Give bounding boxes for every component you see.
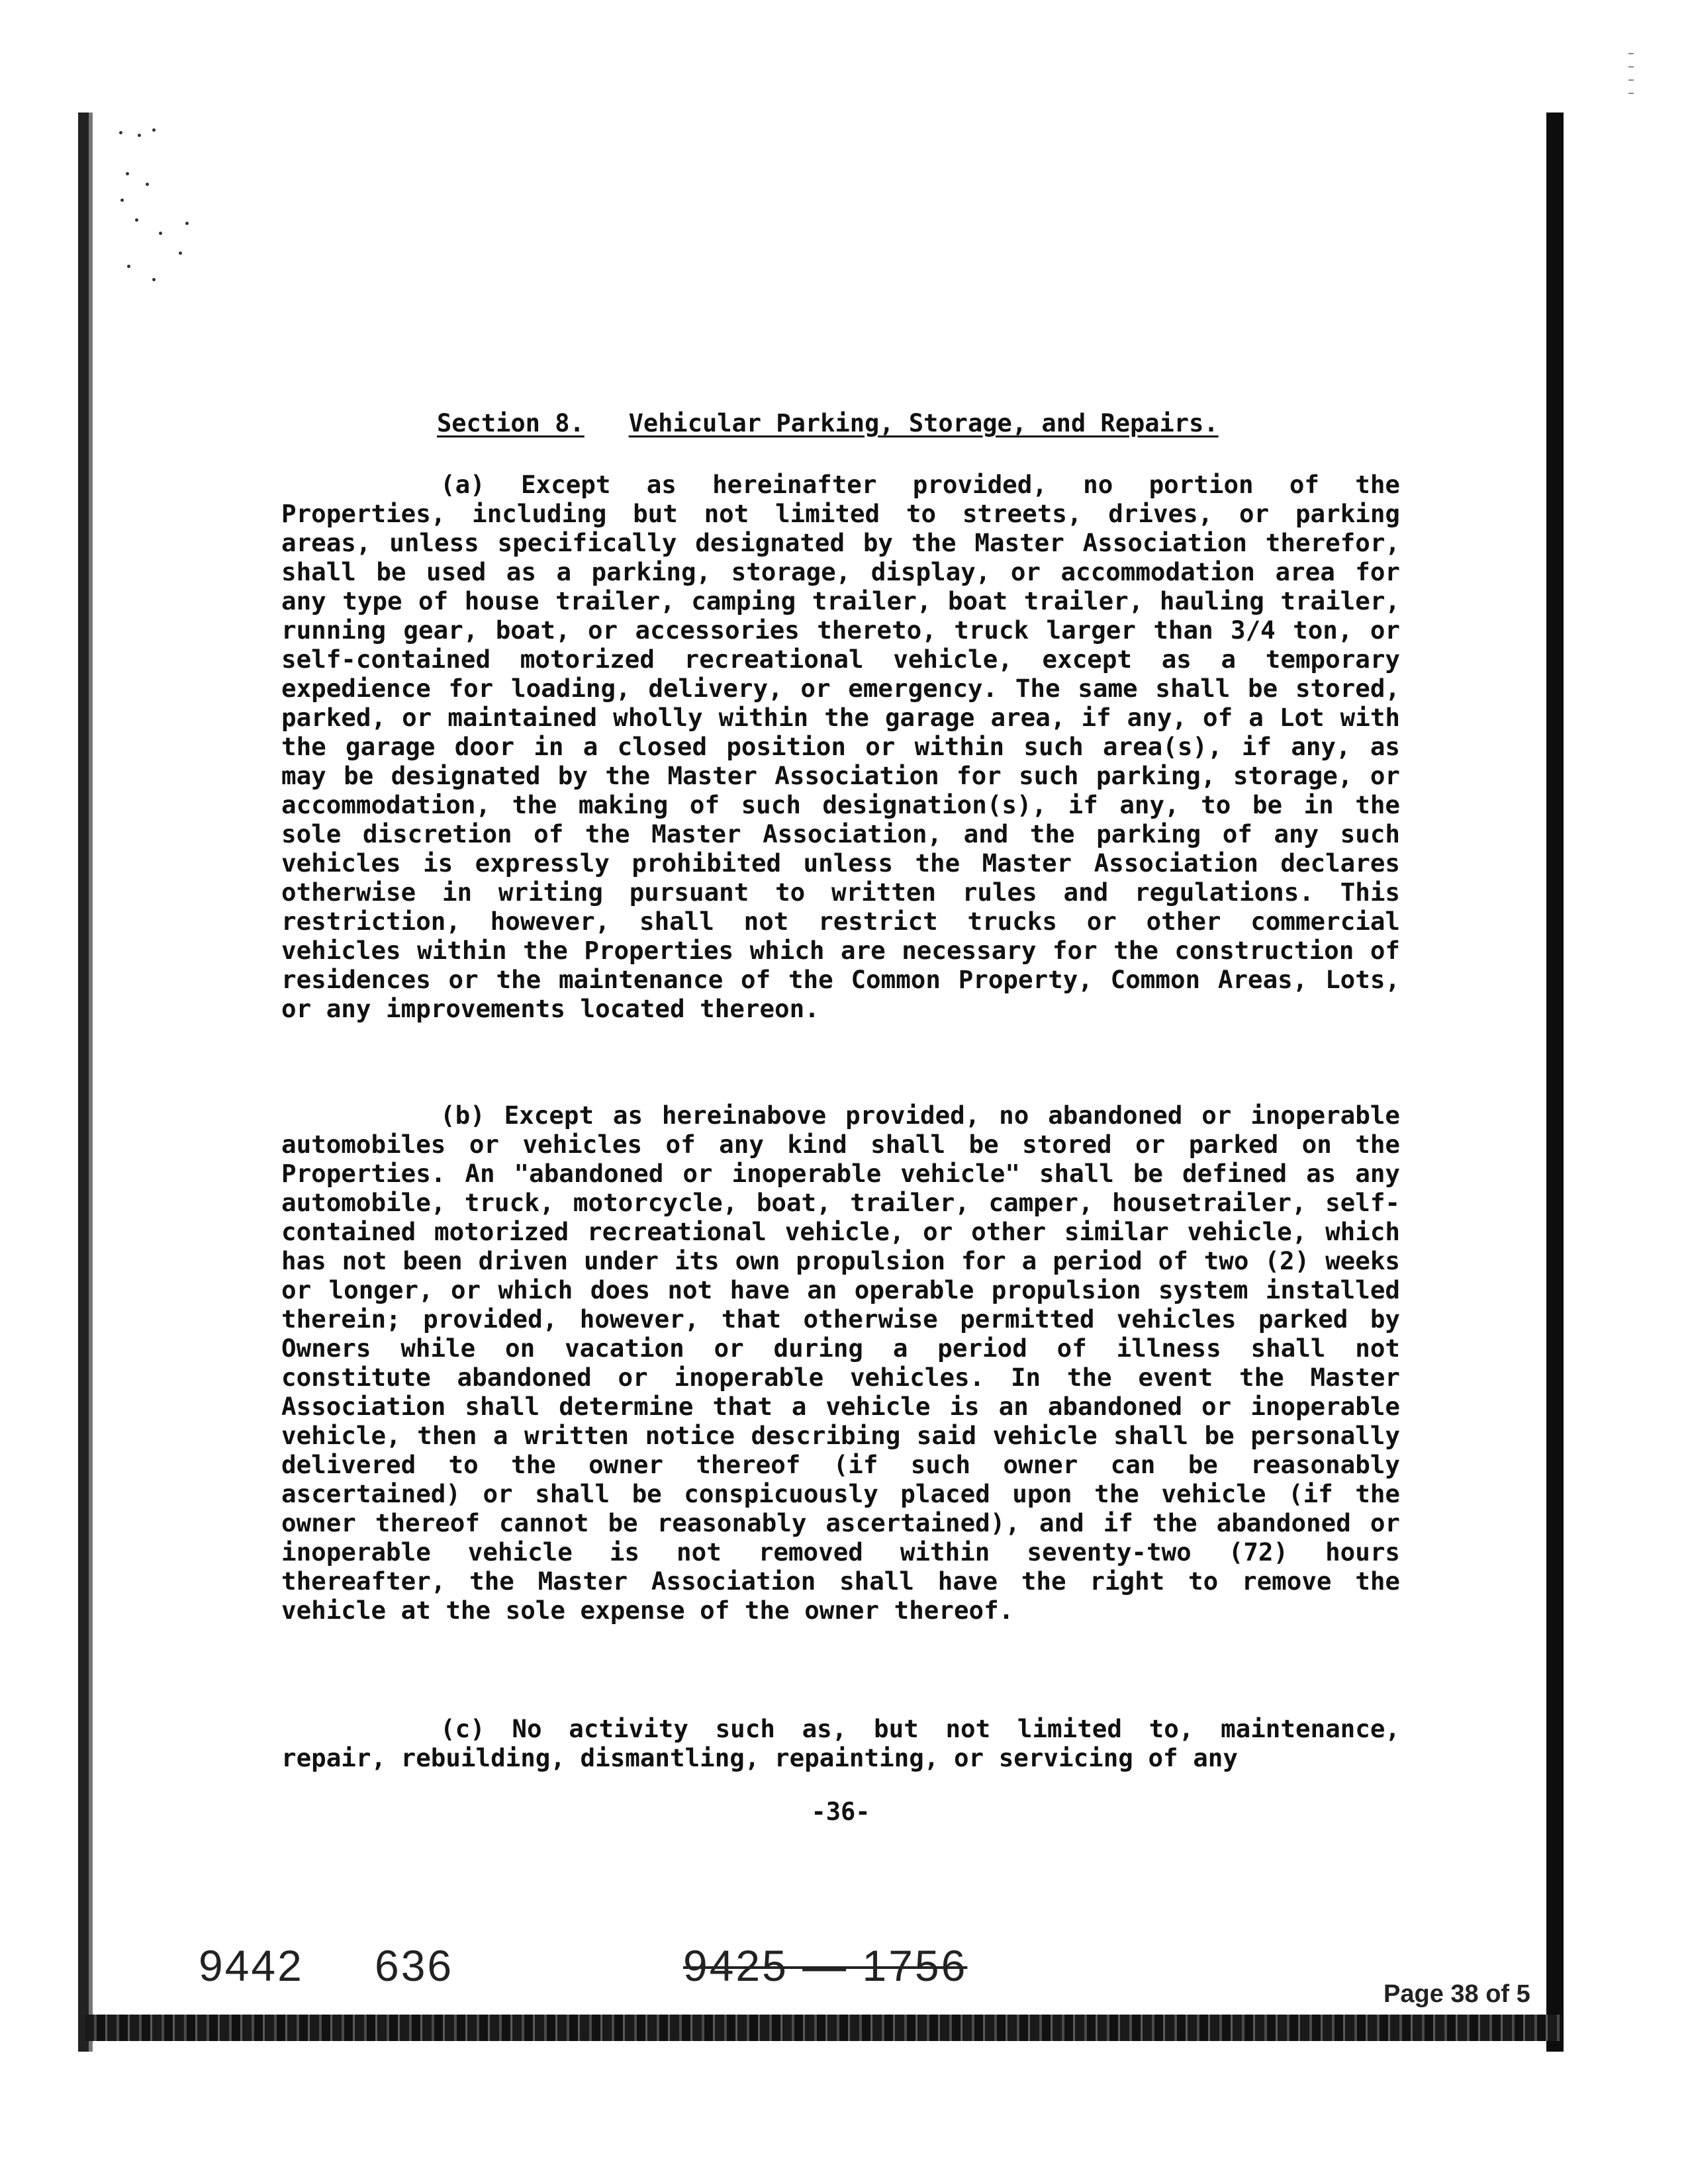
scan-edge-right bbox=[1546, 113, 1564, 2052]
scan-edge-bottom bbox=[85, 2015, 1562, 2041]
recording-book-number: 9442 bbox=[199, 1941, 304, 1990]
paragraph-a: (a) Except as hereinafter provided, no portion of the Properties, including but not limited to streets, drives, or parking areas, unless specifically designated by the Master Association therefor, shall be used as a parking, storage, display, or accommodation area for any type of house trailer, camping trailer, boat trailer, hauling trailer, running gear, boat, or accessories thereto, truck larger than 3/4 ton, or self-contained motorized recreational vehicle, except as a temporary expedience for loading, delivery, or emergency. The same shall be stored, parked, or maintained wholly within the garage area, if any, of a Lot with the garage door in a closed position or within such area(s), if any, as may be designated by the Master Association for such parking, storage, or accommodation, the making of such designation(s), if any, to be in the sole discretion of the Master Association, and the parking of any such vehicles is expressly prohibited unless the Master Association declares otherwise in writing pursuant to written rules and regulations. This restriction, however, shall not restrict trucks or other commercial vehicles within the Properties which are necessary for the construction of residences or the maintenance of the Common Property, Common Areas, Lots, or any improvements located thereon. bbox=[281, 470, 1400, 1023]
section-heading bbox=[437, 409, 1430, 437]
section-title: Vehicular Parking, Storage, and Repairs. bbox=[628, 409, 1219, 437]
scan-margin-marks bbox=[1628, 53, 1635, 126]
page-count-label: Page 38 of 5 bbox=[1383, 1980, 1530, 2008]
page-number: -36- bbox=[811, 1797, 870, 1826]
recording-page-number: 636 bbox=[375, 1941, 454, 1990]
struck-recording-reference: 9425 — 1756 bbox=[683, 1941, 968, 1990]
scan-edge-left bbox=[78, 113, 89, 2052]
paragraph-c: (c) No activity such as, but not limited to, maintenance, repair, rebuilding, dismantling, repainting, or servicing of any bbox=[281, 1714, 1400, 1772]
scan-speckles bbox=[113, 119, 245, 318]
section-label: Section 8. bbox=[437, 409, 585, 437]
paragraph-b: (b) Except as hereinabove provided, no abandoned or inoperable automobiles or vehicles of any kind shall be stored or parked on the Properties. An "abandoned or inoperable vehicle" shall be defined as any automobile, truck, motorcycle, boat, trailer, camper, housetrailer, self-contained motorized recreational vehicle, or other similar vehicle, which has not been driven under its own propulsion for a period of two (2) weeks or longer, or which does not have an operable propulsion system installed therein; provided, however, that otherwise permitted vehicles parked by Owners while on vacation or during a period of illness shall not constitute abandoned or inoperable vehicles. In the event the Master Association shall determine that a vehicle is an abandoned or inoperable vehicle, then a written notice describing said vehicle shall be personally delivered to the owner thereof (if such owner can be reasonably ascertained) or shall be conspicuously placed upon the vehicle (if the owner thereof cannot be reasonably ascertained), and if the abandoned or inoperable vehicle is not removed within seventy-two (72) hours thereafter, the Master Association shall have the right to remove the vehicle at the sole expense of the owner thereof. bbox=[281, 1101, 1400, 1625]
